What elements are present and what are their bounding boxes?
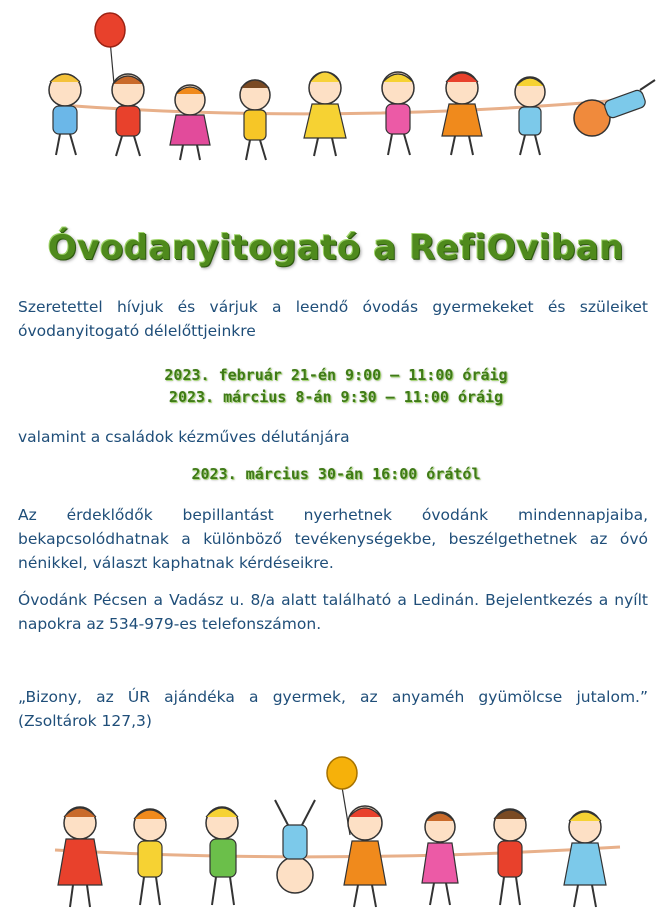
children-holding-hands-top-illustration (0, 0, 672, 170)
child-figure (304, 72, 346, 156)
afternoon-intro: valamint a családok kézműves délutánjára (18, 428, 350, 446)
child-figure (564, 811, 606, 907)
afternoon-date: 2023. március 30-án 16:00 órától (191, 465, 481, 483)
children-holding-hands-bottom-illustration (0, 755, 672, 921)
child-figure (422, 812, 458, 905)
child-figure (206, 807, 238, 905)
morning-dates (0, 364, 672, 408)
location-paragraph: Óvodánk Pécsen a Vadász u. 8/a alatt található a Ledinán. Bejelentkezés a nyílt napokra az 534-979-es telefonszámon. (18, 591, 648, 633)
bible-quote: „Bizony, az ÚR ajándéka a gyermek, az anyaméh gyümölcse jutalom.” (Zsoltárok 127,3) (18, 688, 648, 730)
intro-paragraph: Szeretettel hívjuk és várjuk a leendő óvodás gyermekeket és szüleiket óvodanyitogató délelőttjeinkre (18, 298, 648, 340)
date-line: 2023. március 8-án 9:30 – 11:00 óráig (168, 388, 504, 406)
page-title: Óvodanyitogató a RefiOviban (47, 228, 625, 268)
child-figure (49, 74, 81, 155)
child-figure (442, 72, 482, 155)
child-figure (494, 809, 526, 905)
child-figure (112, 74, 144, 156)
child-figure (344, 806, 386, 907)
child-figure (275, 800, 315, 893)
child-figure (134, 809, 166, 905)
child-figure (240, 80, 270, 160)
child-figure (58, 807, 102, 907)
date-line: 2023. február 21-én 9:00 – 11:00 óráig (164, 366, 508, 384)
child-figure (515, 77, 545, 155)
child-figure (382, 72, 414, 155)
description-paragraph: Az érdeklődők bepillantást nyerhetnek óvodánk mindennapjaiba, bekapcsolódhatnak a különböző tevékenységekbe, beszélgethetnek az óvó nénikkel, választ kaphatnak kérdéseikre. (18, 506, 648, 572)
child-figure (574, 80, 655, 136)
child-figure (170, 85, 210, 160)
